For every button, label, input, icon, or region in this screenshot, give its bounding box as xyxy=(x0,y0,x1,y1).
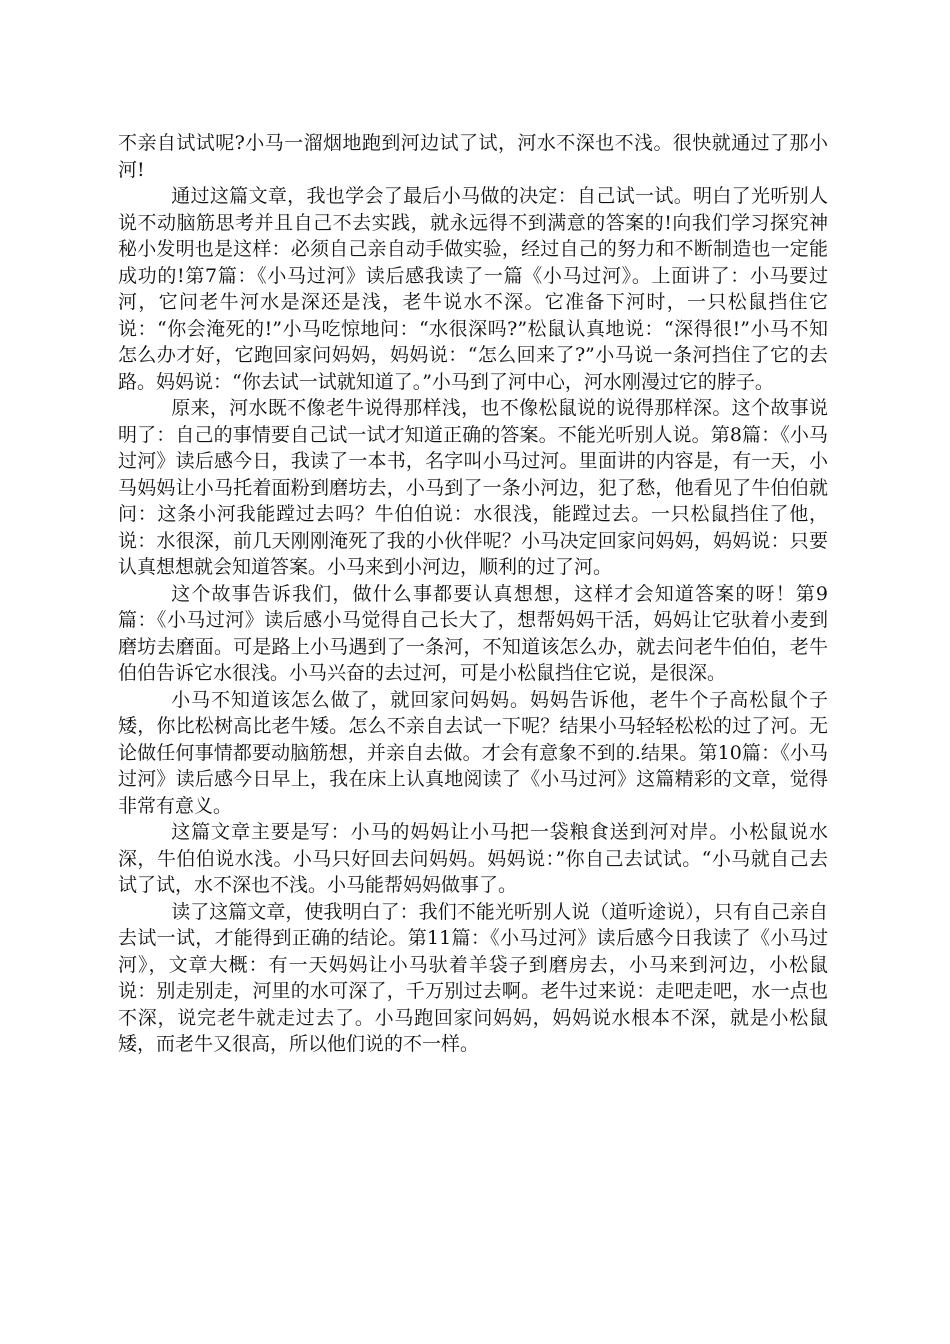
paragraph-3: 原来，河水既不像老牛说得那样浅，也不像松鼠说的说得那样深。这个故事说明了：自己的事情要自己试一试才知道正确的答案。不能光听别人说。第8篇：《小马过河》读后感今日，我读了一本书，名字叫小马过河。里面讲的内容是，有一天，小马妈妈让小马托着面粉到磨坊去，小马到了一条小河边，犯了愁，他看见了牛伯伯就问：这条小河我能蹚过去吗？牛伯伯说：水很浅，能蹚过去。一只松鼠挡住了他，说：水很深，前几天刚刚淹死了我的小伙伴呢？小马决定回家问妈妈，妈妈说：只要认真想想就会知道答案。小马来到小河边，顺利的过了河。 xyxy=(118,397,828,578)
document-body xyxy=(118,130,828,1058)
paragraph-6: 这篇文章主要是写：小马的妈妈让小马把一袋粮食送到河对岸。小松鼠说水深，牛伯伯说水浅。小马只好回去问妈妈。妈妈说：”你自己去试试。“小马就自己去试了试，水不深也不浅。小马能帮妈妈做事了。 xyxy=(118,821,828,896)
paragraph-5: 小马不知道该怎么做了，就回家问妈妈。妈妈告诉他，老牛个子高松鼠个子矮，你比松树高比老牛矮。怎么不亲自去试一下呢？结果小马轻轻松松的过了河。无论做任何事情都要动脑筋想，并亲自去做。才会有意象不到的.结果。第10篇：《小马过河》读后感今日早上，我在床上认真地阅读了《小马过河》这篇精彩的文章，觉得非常有意义。 xyxy=(118,688,828,817)
paragraph-4: 这个故事告诉我们，做什么事都要认真想想，这样才会知道答案的呀！第9篇：《小马过河》读后感小马觉得自己长大了，想帮妈妈干活，妈妈让它驮着小麦到磨坊去磨面。可是路上小马遇到了一条河，不知道该怎么办，就去问老牛伯伯，老牛伯伯告诉它水很浅。小马兴奋的去过河，可是小松鼠挡住它说，是很深。 xyxy=(118,582,828,684)
paragraph-2: 通过这篇文章，我也学会了最后小马做的决定：自己试一试。明白了光听别人说不动脑筋思考并且自己不去实践，就永远得不到满意的答案的!向我们学习探究神秘小发明也是这样：必须自己亲自动手做实验，经过自己的努力和不断制造也一定能成功的!第7篇：《小马过河》读后感我读了一篇《小马过河》。上面讲了：小马要过河，它问老牛河水是深还是浅，老牛说水不深。它准备下河时，一只松鼠挡住它说：“你会淹死的!”小马吃惊地问：“水很深吗?”松鼠认真地说：“深得很!”小马不知怎么办才好，它跑回家问妈妈，妈妈说：“怎么回来了?”小马说一条河挡住了它的去路。妈妈说：“你去试一试就知道了。”小马到了河中心，河水刚漫过它的脖子。 xyxy=(118,185,828,393)
paragraph-1: 不亲自试试呢?小马一溜烟地跑到河边试了试，河水不深也不浅。很快就通过了那小河! xyxy=(118,132,828,181)
paragraph-7: 读了这篇文章，使我明白了：我们不能光听别人说（道听途说），只有自己亲自去试一试，才能得到正确的结论。第11篇：《小马过河》读后感今日我读了《小马过河》，文章大概：有一天妈妈让小马驮着羊袋子到磨房去，小马来到河边，小松鼠说：别走别走，河里的水可深了，千万别过去啊。老牛过来说：走吧走吧，水一点也不深，说完老牛就走过去了。小马跑回家问妈妈，妈妈说水根本不深，就是小松鼠矮，而老牛又很高，所以他们说的不一样。 xyxy=(118,900,828,1055)
